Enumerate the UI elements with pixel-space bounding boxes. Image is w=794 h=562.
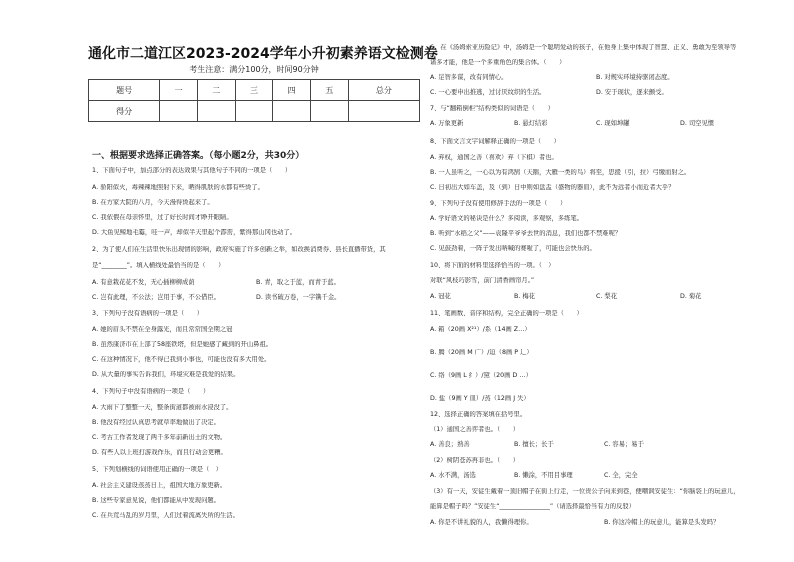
option-line: B. 一人虽听之，一心以为有鸿鹄（天鹅，大雁一类的鸟）将至，思援（引，拉）弓缴而射之。 — [430, 169, 691, 176]
question-line: 6、在《汤姆索亚历险记》中，汤姆是一个聪明爱动的孩子，在他身上集中体现了智慧、正义、勇敢为至领导等 — [430, 44, 737, 51]
question-line: （1）通国之善弈者也。（ ） — [430, 426, 520, 433]
option-line: D. 大鱼见鲸地毛霉，哇一声，却似半天里起个霹雳，紫得那山冈也动了。 — [92, 229, 297, 236]
option-a: A. 万象更新 — [430, 120, 464, 127]
question-line: 能算是帽子吗？”安徒生“________________”（请选择最恰当有力的反驳） — [430, 503, 635, 510]
option-line: A. 骄阳似火，毒辣辣地照射下来，晒得肌肤的水都有些烫了。 — [92, 184, 264, 191]
option-line: C. 日初出大如车盖，及（到）日中则如盘盂（盛物的器皿），此不为远者小而近者大乎？ — [430, 184, 675, 191]
question-line: 8、下面文言文字词解释正确的一项是（ ） — [430, 138, 560, 145]
score-cell — [197, 101, 235, 122]
option-b: B. 对规实环境持驱闭态度。 — [596, 74, 674, 81]
option-line: A. 社会主义建设蒸蒸日上，祖国大地万象更新。 — [92, 482, 227, 489]
option-a: A. 冠花 — [430, 293, 451, 300]
option-b: B. 你这冷帽上的玩意儿，能算是头发吗？ — [604, 519, 720, 526]
score-cell: 四 — [273, 80, 311, 101]
option-c: C. 岂有此理，不公法；岂用于事，不公借臣。 — [92, 294, 221, 301]
question-line: 4、下列句子中没有语病的一项是（ ） — [92, 388, 210, 395]
option-c: C. 现如坤罐 — [596, 120, 630, 127]
score-table-score-row — [89, 101, 420, 122]
score-cell — [160, 101, 198, 122]
question-line: 7、与“翻箱倒柜”结构类似的词语是（ ） — [430, 105, 554, 112]
option-b: B. 懒涂，不用目事理 — [514, 472, 573, 479]
question-line: 是“________”。填入横线处最恰当的是（ ） — [92, 262, 225, 269]
option-d: D. 司空见惯 — [680, 120, 715, 127]
score-cell: 得分 — [89, 101, 160, 122]
option-line: B. 在方家大院的八月，今天漫得烫起来了。 — [92, 199, 214, 206]
option-line: D. 有些人以上班打游戏作乐，而且行动会更糟。 — [92, 449, 227, 456]
score-cell: 总分 — [348, 80, 419, 101]
option-line: C. 在兵荒马乱的岁月里，人们过着流离失所的生活。 — [92, 512, 239, 519]
option-line: A. 她的眉头不禁在全身露光，而且常常国全期之冠 — [92, 326, 233, 333]
option-c: C. 容易；易于 — [604, 441, 644, 448]
option-d: D. 菊花 — [680, 293, 702, 300]
question-line: 2、为了使人们在生活里快乐出现情的影响，政府实施了许多创新之举，如改换消费券、县长直播带货，其 — [92, 246, 386, 253]
score-table — [88, 79, 420, 122]
score-cell: 五 — [311, 80, 349, 101]
option-a: A. 你是不讲礼貌的人，我懒得理你。 — [430, 519, 533, 526]
section-heading: 一、根据要求选择正确答案。（每小题2分，共30分） — [92, 151, 305, 161]
exam-title: 通化市二道江区2023-2024学年小升初素养语文检测卷 — [88, 46, 438, 62]
option-line: C. 考古工作者发现了两千多年前新出土的文物。 — [92, 434, 227, 441]
option-line: B. 这些专家意见说，他们都能从中发现问题。 — [92, 497, 220, 504]
score-cell: 三 — [235, 80, 273, 101]
option-line: B. 虽然康济市在上部了58座铁塔，但是她感了藏到的开山鼻祖。 — [92, 341, 273, 348]
option-a: A. 水不满，汤选 — [430, 472, 476, 479]
option-a: A. 善良；熟善 — [430, 441, 470, 448]
score-cell: 一 — [160, 80, 198, 101]
option-d: D. 安于现状，逐来颤受。 — [596, 89, 668, 96]
option-a: A. 有意栽花花不发，无心插柳柳成荫 — [92, 279, 195, 286]
option-b: B. 擅长；长于 — [514, 441, 554, 448]
score-cell: 二 — [197, 80, 235, 101]
question-line: 11、笔画数、音序和结构，完全正确的一项是（ ） — [430, 310, 583, 317]
option-b: B. 梅花 — [514, 293, 535, 300]
score-table-header-row — [89, 80, 420, 101]
score-cell — [273, 101, 311, 122]
option-line: A. 学好语文的秘诀是什么？多阅读，多观察，多练笔。 — [430, 215, 584, 222]
question-line: 9、下列句子没有使用修辞手法的一项是（ ） — [430, 200, 567, 207]
question-line: 5、下列划横线的词语使用正确的一项是（ ） — [92, 466, 222, 473]
score-cell — [311, 101, 349, 122]
option-line: D. 盐（9画 Y 皿）/蒸（12画 J 失） — [430, 395, 530, 402]
question-line: （2）树阴苍苏再非也。（ ） — [430, 457, 520, 464]
option-line: A. 弃权，通国之善（喜欢）弃（下棋）者也。 — [430, 154, 558, 161]
question-line: 10、将下面的材料里选择恰当的一项。（ ） — [430, 262, 555, 269]
option-line: D. 从大量的事实告诉我们，环境灾难是我爱的结果。 — [92, 371, 240, 378]
option-b: B. 悬灯结彩 — [514, 120, 548, 127]
option-line: C. 见鼓劲着，一阵子发出呐喊的赛啦了，可能也会快乐的。 — [430, 245, 596, 252]
exam-notice: 考生注意：满分100分，时间90分钟 — [189, 65, 319, 74]
question-line: 1、下面句子中，加点部分的表达效果与其他句子不同的一项是（ ） — [92, 167, 292, 174]
option-c: C. 梨花 — [596, 293, 617, 300]
option-line: C. 络（9画 L 纟）/黛（20画 D …） — [430, 372, 532, 379]
score-cell — [348, 101, 419, 122]
option-c: C. 一心要申出推逃，过讨厌纹织的生活。 — [430, 89, 546, 96]
option-line: A. 大雨下了整整一天，整条街道都被雨水浸没了。 — [92, 404, 233, 411]
question-line: 3、下列句子没有语病的一项是（ ） — [92, 310, 204, 317]
option-line: B. 听到“水稻之父”——袁隆平爷爷去世的消息，我们也都不禁难呢？ — [430, 230, 622, 237]
question-line: 对联“风枝巧影雪，前门清香画帘月。” — [430, 277, 535, 284]
option-d: D. 读书破万卷，一字镌千金。 — [256, 294, 341, 301]
option-a: A. 足智多谋，改有同情心。 — [430, 74, 508, 81]
question-line: （3）有一天，安徒生戴着一顶旧帽子在街上行走，一位贵公子向来到巷，便嘲讽安徒生：“你脑袋上的玩意儿， — [430, 488, 740, 495]
option-line: A. 箱（20画 X²¹）/系（14画 Z…） — [430, 326, 531, 333]
score-cell: 题号 — [89, 80, 160, 101]
option-c: C. 全，完全 — [604, 472, 638, 479]
option-line: B. 他没有经过认真思考就草率地做出了决定。 — [92, 419, 220, 426]
question-line: 12、选择正确的答案填在括号里。 — [430, 411, 527, 418]
option-line: B. 腾（20画 M 广）/迫（8画 P 辶） — [430, 349, 533, 356]
question-line: 诸多才能，他是一个多重角色的集合体。（ ） — [430, 59, 566, 66]
score-cell — [235, 101, 273, 122]
option-line: C. 在这种情况下，他不得已我到小事也，可能也没有多大用处。 — [92, 356, 271, 363]
option-line: C. 我依偎在母亲怀里，过了好长时间才睁开眼睛。 — [92, 214, 233, 221]
option-b: B. 青，取之于蓝，而青于蓝。 — [256, 279, 340, 286]
